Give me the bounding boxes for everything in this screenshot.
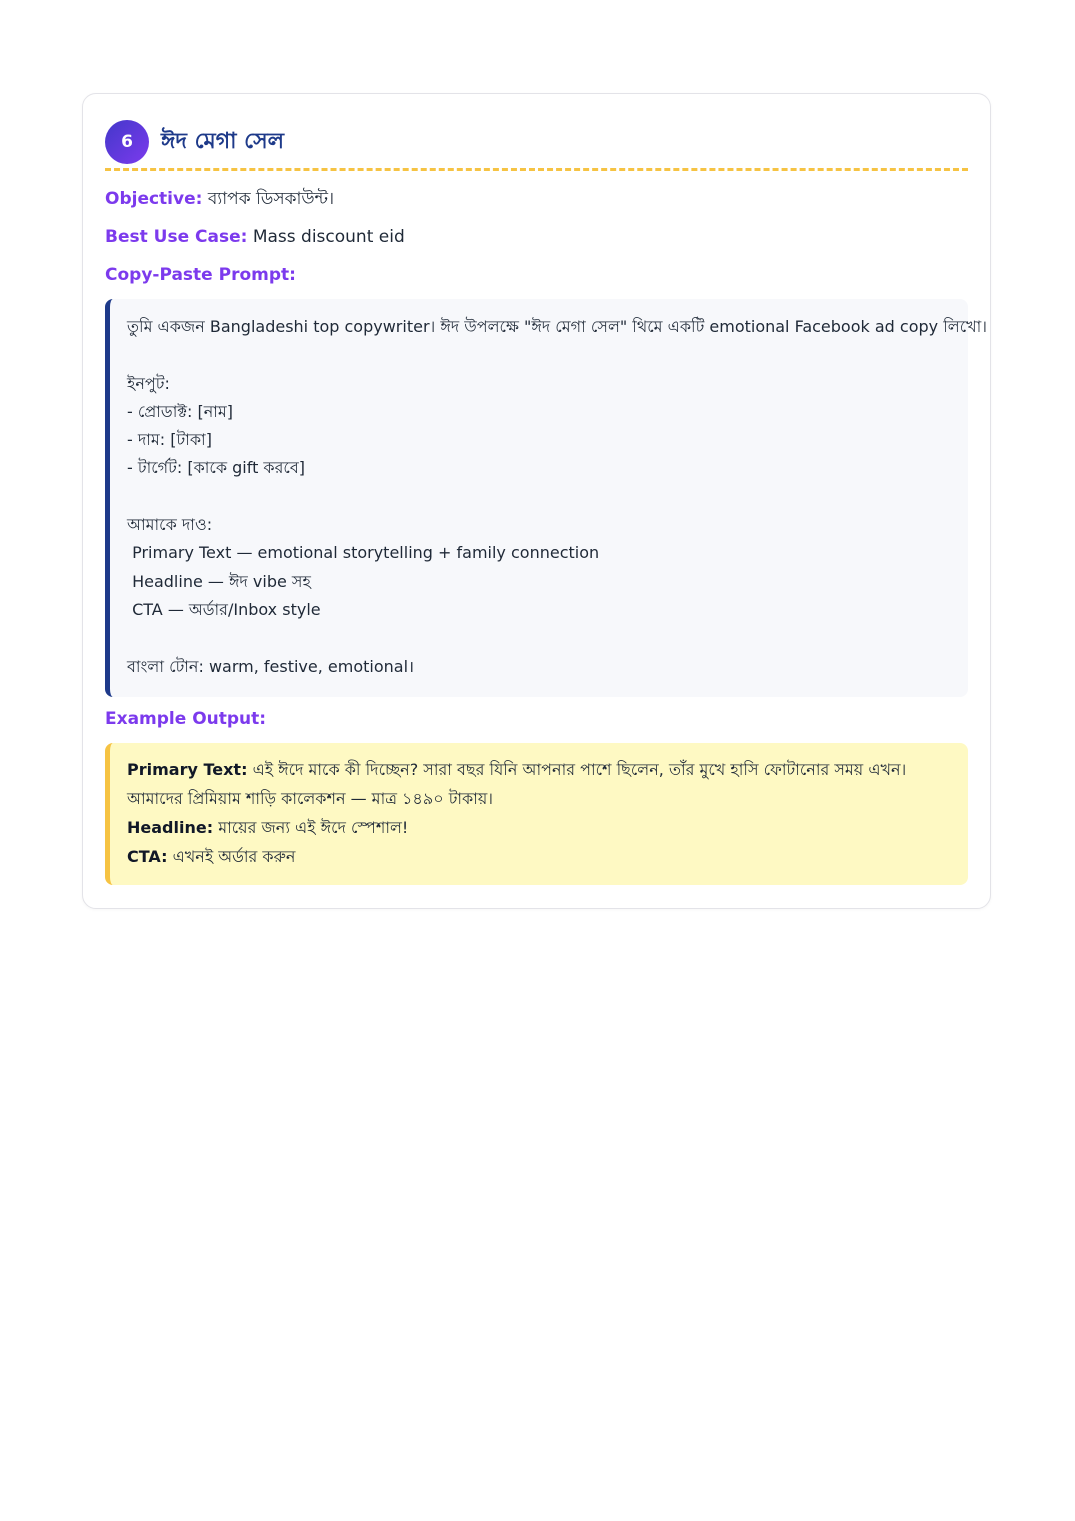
dashed-divider	[105, 168, 968, 171]
prompt-line: তুমি একজন Bangladeshi top copywriter। ঈদ উপলক্ষে "ঈদ মেগা সেল" থিমে একটি emotional Facebook ad copy লিখো।	[127, 317, 988, 336]
primary-text-value: এই ঈদে মাকে কী দিচ্ছেন? সারা বছর যিনি আপনার পাশে ছিলেন, তাঁর মুখে হাসি ফোটানোর সময় এখন। আমাদের প্রিমিয়াম শাড়ি কালেকশন — মাত্র ১৪৯০ টাকায়।	[127, 759, 907, 808]
cta-value: এখনই অর্ডার করুন	[172, 846, 296, 866]
prompt-line	[127, 341, 952, 369]
prompt-line: ইনপুট:	[127, 373, 170, 393]
prompt-line	[127, 483, 952, 511]
cta-label: CTA:	[127, 846, 168, 866]
headline-value: মায়ের জন্য এই ঈদে স্পেশাল!	[218, 817, 409, 837]
prompt-label: Copy-Paste Prompt:	[105, 265, 296, 285]
number-badge: 6	[105, 120, 149, 164]
best-use-case-label: Best Use Case:	[105, 227, 248, 247]
example-cta	[127, 842, 952, 871]
prompt-line: CTA — অর্ডার/Inbox style	[127, 599, 321, 619]
prompt-line: - প্রোডাক্ট: [নাম]	[127, 401, 234, 421]
objective-label: Objective:	[105, 189, 203, 209]
prompt-line: Primary Text — emotional storytelling + family connection	[127, 543, 600, 563]
card-title: ঈদ মেগা সেল	[161, 128, 285, 154]
example-headline	[127, 813, 952, 842]
prompt-line: - দাম: [টাকা]	[127, 430, 212, 450]
primary-text-label: Primary Text:	[127, 759, 248, 779]
example-box	[105, 743, 968, 885]
prompt-line	[127, 624, 952, 652]
prompt-line: Headline — ঈদ vibe সহ	[127, 571, 311, 591]
example-primary	[127, 755, 952, 813]
best-use-case-value: Mass discount eid	[252, 227, 405, 247]
headline-label: Headline:	[127, 817, 214, 837]
example-label: Example Output:	[105, 708, 267, 729]
objective-value: ব্যাপক ডিসকাউন্ট।	[207, 189, 335, 209]
prompt-line: বাংলা টোন: warm, festive, emotional।	[127, 656, 415, 676]
objective-row	[105, 187, 968, 211]
prompt-card	[82, 93, 991, 909]
prompt-line: আমাকে দাও:	[127, 515, 213, 535]
best-use-case-row	[105, 225, 968, 249]
prompt-line: - টার্গেট: [কাকে gift করবে]	[127, 458, 305, 478]
prompt-box[interactable]	[105, 299, 988, 697]
card-header	[105, 112, 968, 172]
